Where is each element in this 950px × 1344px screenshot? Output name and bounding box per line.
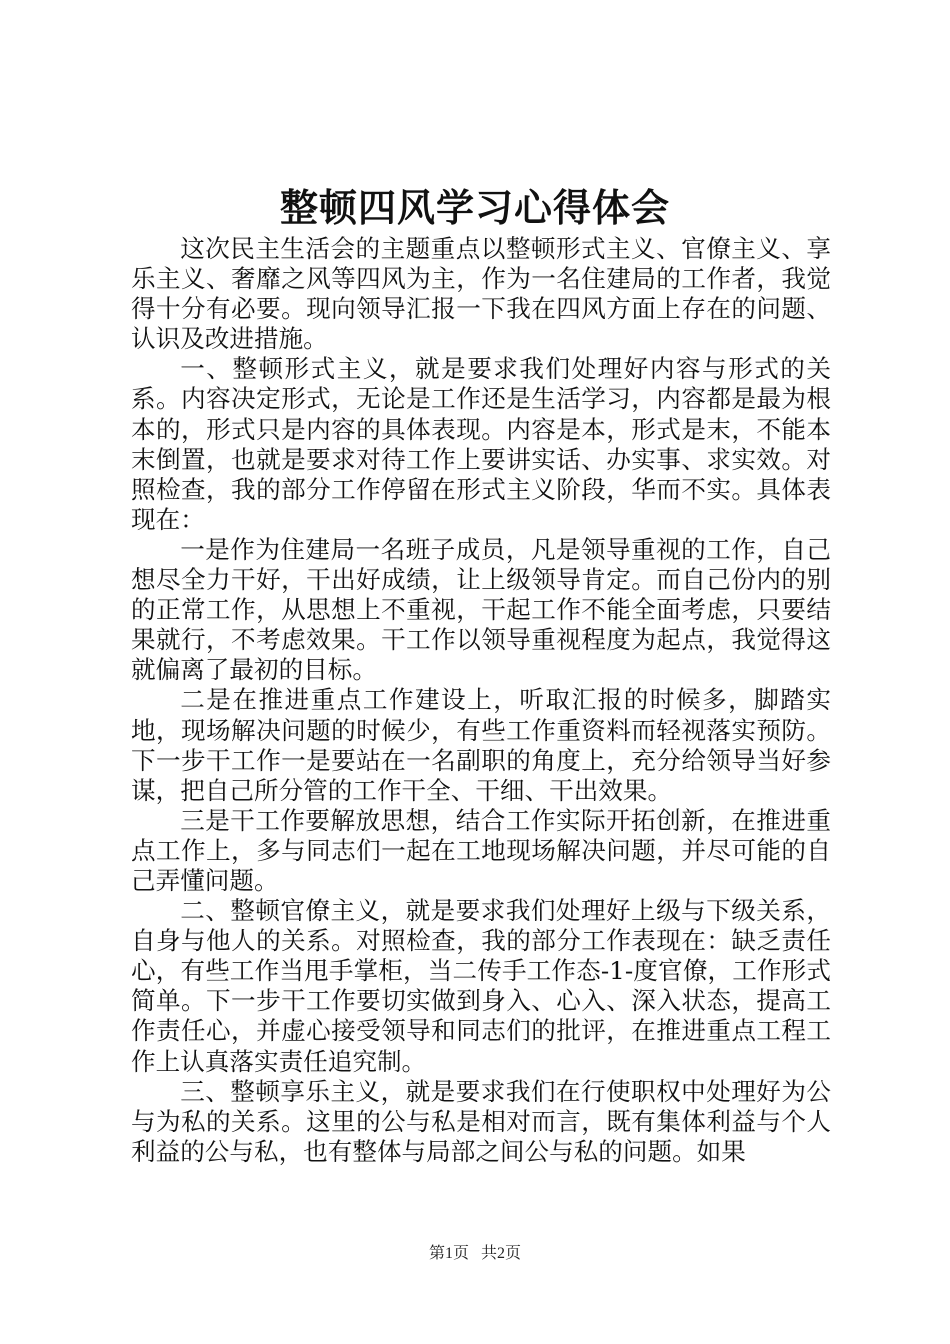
page-total: 共2页 [481,1245,522,1262]
paragraph-bureaucratism: 二、整顿官僚主义，就是要求我们处理好上级与下级关系，自身与他人的关系。对照检查，我的部分工作表现在：缺乏责任心，有些工作当甩手掌柜，当二传手工作态-1-度官僚，工作形式简单。下一步干工作要切实做到身入、心入、深入状态，提高工作责任心，并虚心接受领导和同志们的批评，在推进重点工程工作上认真落实责任追究制。 [131,896,831,1076]
paragraph-point-three: 三是干工作要解放思想，结合工作实际开拓创新，在推进重点工作上，多与同志们一起在工地现场解决问题，并尽可能的自己弄懂问题。 [131,805,831,895]
paragraph-hedonism: 三、整顿享乐主义，就是要求我们在行使职权中处理好为公与为私的关系。这里的公与私是相对而言，既有集体利益与个人利益的公与私，也有整体与局部之间公与私的问题。如果 [131,1076,831,1166]
paragraph-point-one: 一是作为住建局一名班子成员，凡是领导重视的工作，自己想尽全力干好，干出好成绩，让上级领导肯定。而自己份内的别的正常工作，从思想上不重视，干起工作不能全面考虑，只要结果就行，不考虑效果。干工作以领导重视程度为起点，我觉得这就偏离了最初的目标。 [131,534,831,685]
page-footer [0,1243,950,1265]
document-body [131,234,831,1167]
paragraph-intro: 这次民主生活会的主题重点以整顿形式主义、官僚主义、享乐主义、奢靡之风等四风为主，作为一名住建局的工作者，我觉得十分有必要。现向领导汇报一下我在四风方面上存在的问题、认识及改进措施。 [131,234,831,354]
page-number: 第1页 [428,1245,469,1262]
document-title: 整顿四风学习心得体会 [279,185,670,230]
paragraph-formalism: 一、整顿形式主义，就是要求我们处理好内容与形式的关系。内容决定形式，无论是工作还是生活学习，内容都是最为根本的，形式只是内容的具体表现。内容是本，形式是末，不能本末倒置，也就是要求对待工作上要讲实话、办实事、求实效。对照检查，我的部分工作停留在形式主义阶段，华而不实。具体表现在： [131,354,831,534]
paragraph-point-two: 二是在推进重点工作建设上，听取汇报的时候多，脚踏实地，现场解决问题的时候少，有些工作重资料而轻视落实预防。下一步干工作一是要站在一名副职的角度上，充分给领导当好参谋，把自己所分管的工作干全、干细、干出效果。 [131,685,831,805]
